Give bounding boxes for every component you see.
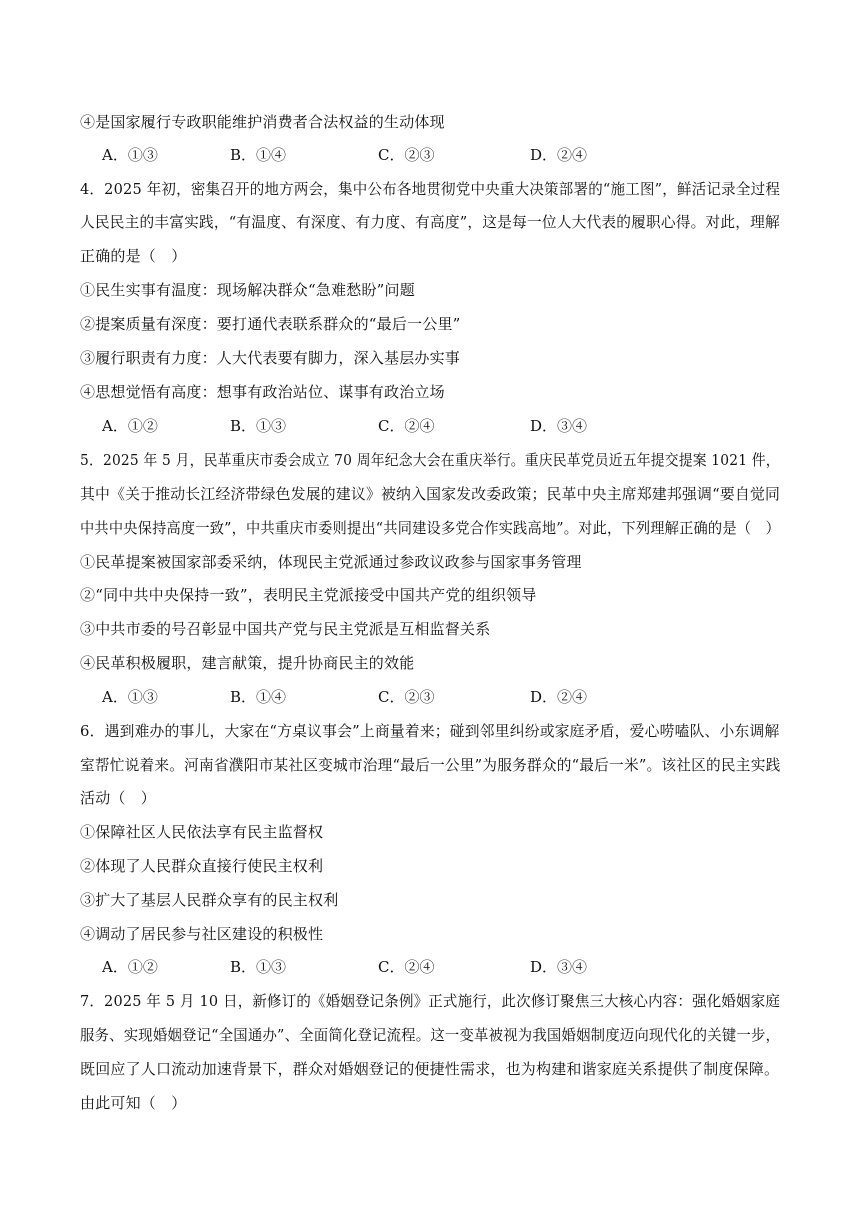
q4-statement-3: ③履行职责有力度：人大代表要有脚力，深入基层办实事 — [80, 349, 461, 367]
q5-stem-line-1: 5．2025 年 5 月，民革重庆市委会成立 70 周年纪念大会在重庆举行。重庆民革党员近五年提交提案 1021 件， — [80, 451, 780, 469]
q3-option-c[interactable]: C．②③ — [378, 146, 435, 164]
q7-stem-line-3: 既回应了人口流动加速背景下，群众对婚姻登记的便捷性需求，也为构建和谐家庭关系提供了制度保障。 — [80, 1060, 780, 1078]
q5-statement-1: ①民革提案被国家部委采纳，体现民主党派通过参政议政参与国家事务管理 — [80, 553, 582, 571]
q5-statement-4: ④民革积极履职，建言献策，提升协商民主的效能 — [80, 654, 415, 672]
q6-stem-line-3: 活动（ ） — [80, 789, 157, 807]
q5-option-b[interactable]: B．①④ — [230, 688, 287, 706]
q6-option-a[interactable]: A．①② — [102, 958, 158, 976]
q4-stem-line-3: 正确的是（ ） — [80, 247, 187, 265]
q5-option-d[interactable]: D．②④ — [530, 688, 588, 706]
q4-stem-line-2: 人民民主的丰富实践，“有温度、有深度、有力度、有高度”，这是每一位人大代表的履职心得。对此，理解 — [80, 213, 780, 231]
q4-statement-2: ②提案质量有深度：要打通代表联系群众的“最后一公里” — [80, 315, 461, 333]
q4-option-b[interactable]: B．①③ — [230, 417, 287, 435]
q6-stem-line-2: 室帮忙说着来。河南省濮阳市某社区变城市治理“最后一公里”为服务群众的“最后一米”。该社区的民主实践 — [80, 756, 781, 774]
q4-option-a[interactable]: A．①② — [102, 417, 158, 435]
q6-option-d[interactable]: D．③④ — [530, 958, 588, 976]
q6-stem-line-1: 6．遇到难办的事儿，大家在“方桌议事会”上商量着来；碰到邻里纠纷或家庭矛盾，爱心唠嗑队、小东调解 — [80, 722, 780, 740]
q5-stem-line-3: 中共中央保持高度一致”，中共重庆市委则提出“共同建设多党合作实践高地”。对此，下列理解正确的是（ ） — [80, 519, 781, 537]
q3-option-a[interactable]: A．①③ — [102, 146, 158, 164]
q5-statement-2: ②“同中共中央保持一致”，表明民主党派接受中国共产党的组织领导 — [80, 586, 537, 604]
q6-statement-2: ②体现了人民群众直接行使民主权利 — [80, 857, 324, 875]
q6-statement-4: ④调动了居民参与社区建设的积极性 — [80, 925, 324, 943]
q6-option-c[interactable]: C．②④ — [378, 958, 435, 976]
q6-option-b[interactable]: B．①③ — [230, 958, 287, 976]
q4-statement-1: ①民生实事有温度：现场解决群众“急难愁盼”问题 — [80, 281, 415, 299]
q7-stem-line-4: 由此可知（ ） — [80, 1094, 187, 1112]
q3-option-d[interactable]: D．②④ — [530, 146, 588, 164]
q4-option-d[interactable]: D．③④ — [530, 417, 588, 435]
q6-statement-3: ③扩大了基层人民群众享有的民主权利 — [80, 891, 339, 909]
q3-statement-4: ④是国家履行专政职能维护消费者合法权益的生动体现 — [80, 113, 445, 131]
q5-option-c[interactable]: C．②③ — [378, 688, 435, 706]
q6-statement-1: ①保障社区人民依法享有民主监督权 — [80, 823, 324, 841]
q7-stem-line-1: 7．2025 年 5 月 10 日，新修订的《婚姻登记条例》正式施行，此次修订聚焦三大核心内容：强化婚姻家庭 — [80, 992, 781, 1010]
q7-stem-line-2: 服务、实现婚姻登记“全国通办”、全面简化登记流程。这一变革被视为我国婚姻制度迈向现代化的关键一步， — [80, 1026, 781, 1044]
q5-stem-line-2: 其中《关于推动长江经济带绿色发展的建议》被纳入国家发改委政策；民革中央主席郑建邦强调“要自觉同 — [80, 485, 781, 503]
q5-statement-3: ③中共市委的号召彰显中国共产党与民主党派是互相监督关系 — [80, 620, 491, 638]
q5-option-a[interactable]: A．①③ — [102, 688, 158, 706]
q3-option-b[interactable]: B．①④ — [230, 146, 287, 164]
q4-statement-4: ④思想觉悟有高度：想事有政治站位、谋事有政治立场 — [80, 383, 445, 401]
q4-stem-line-1: 4．2025 年初，密集召开的地方两会，集中公布各地贯彻党中央重大决策部署的“施工图”，鲜活记录全过程 — [80, 180, 781, 198]
q4-option-c[interactable]: C．②④ — [378, 417, 435, 435]
